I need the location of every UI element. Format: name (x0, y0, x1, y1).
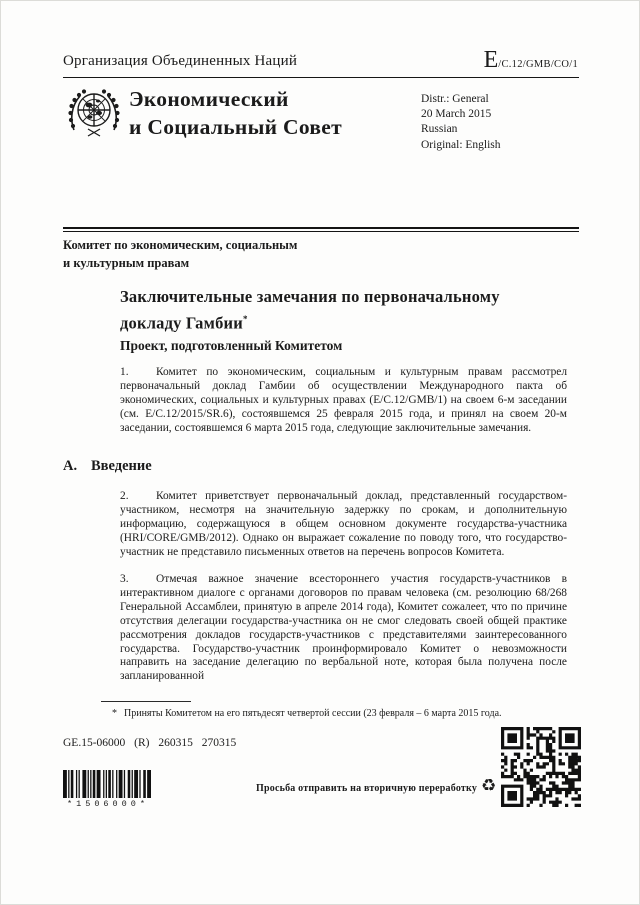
distr-language: Russian (421, 123, 458, 136)
section-a-title: Введение (91, 458, 152, 474)
council-title (129, 85, 342, 141)
ge-document-number: GE.15-06000 (R) 260315 270315 (63, 737, 237, 749)
document-title-line1: Заключительные замечания по первоначальному (120, 287, 500, 306)
section-a-label: A. (63, 458, 78, 474)
document-title (120, 285, 580, 335)
barcode-image (63, 770, 151, 798)
recycle-icon: ♻ (481, 776, 497, 796)
organization-name: Организация Объединенных Наций (63, 53, 298, 69)
recycle-text: Просьба отправить на вторичную переработку (256, 783, 478, 794)
header-divider (63, 77, 579, 78)
section-divider (63, 227, 579, 232)
paragraph-3-number: 3. (120, 573, 129, 585)
recycle-notice (256, 776, 497, 797)
un-emblem-icon (64, 84, 124, 144)
paragraph-3-text: Отмечая важное значение всестороннего участия государств-участников в интерактивном диалоге с органами договоров по правам человека (см. резолюцию 68/268 Генеральной Ассамблеи, принятую в апреле 2014 года), Комитет сожалеет, что по причине отсутствия делегации государства-участника он не смог следовать своей общей практике рассмотрения докладов государств-участников с представителями заинтересованного государства. Государство-участник проинформировало Комитет о невозможности направить на заседание делегацию по вербальной ноте, которая была получена после запланированной (120, 573, 567, 683)
council-title-line2: и Социальный Совет (129, 115, 342, 139)
distr-date: 20 March 2015 (421, 108, 492, 121)
committee-line1: Комитет по экономическим, социальным (63, 238, 298, 252)
document-subtitle: Проект, подготовленный Комитетом (120, 338, 343, 353)
barcode-text: *1506000* (67, 799, 149, 809)
paragraph-3 (120, 573, 567, 684)
paragraph-2 (120, 489, 567, 559)
document-symbol-number: /C.12/GMB/CO/1 (498, 59, 578, 70)
paragraph-1-number: 1. (120, 366, 129, 378)
paragraph-2-text: Комитет приветствует первоначальный доклад, представленный государством-участником, несмотря на значительную задержку по срокам, и дополнительную информацию, содержащуюся в общем основном документе государства-участника (HRI/CORE/GMB/2012). Однако он выражает сожаление по поводу того, что государство-участник не представило письменных ответов на перечень вопросов Комитета. (120, 490, 567, 559)
title-footnote-marker: * (242, 314, 248, 324)
footnote-divider (101, 701, 191, 702)
document-symbol-series: E (483, 47, 499, 73)
committee-line2: и культурным правам (63, 256, 190, 270)
qr-code-image (501, 727, 581, 807)
paragraph-1 (120, 365, 567, 435)
council-title-line1: Экономический (129, 87, 289, 111)
committee-heading (63, 236, 297, 272)
paragraph-1-text: Комитет по экономическим, социальным и культурным правам рассмотрел первоначальный доклад Гамбии об осуществлении Международного пакта об экономических, социальных и культурных правах (E/C.12/GMB/1) на своем 6-м заседании (см. E/C.12/2015/SR.6), состоявшемся 25 февраля 2015 года, и принял на своем 20-м заседании, состоявшемся 6 марта 2015 года, следующие заключительные замечания. (120, 366, 567, 435)
distribution-block (421, 92, 501, 153)
paragraph-2-number: 2. (120, 490, 129, 502)
footnote-text: Приняты Комитетом на его пятьдесят четвертой сессии (23 февраля – 6 марта 2015 года. (124, 708, 502, 719)
document-title-line2: докладу Гамбии* (120, 313, 248, 333)
footnote (112, 707, 502, 720)
distr-original: Original: English (421, 138, 501, 151)
document-symbol (484, 47, 578, 74)
footnote-marker: * (112, 708, 117, 719)
distr-type: Distr.: General (421, 93, 489, 105)
